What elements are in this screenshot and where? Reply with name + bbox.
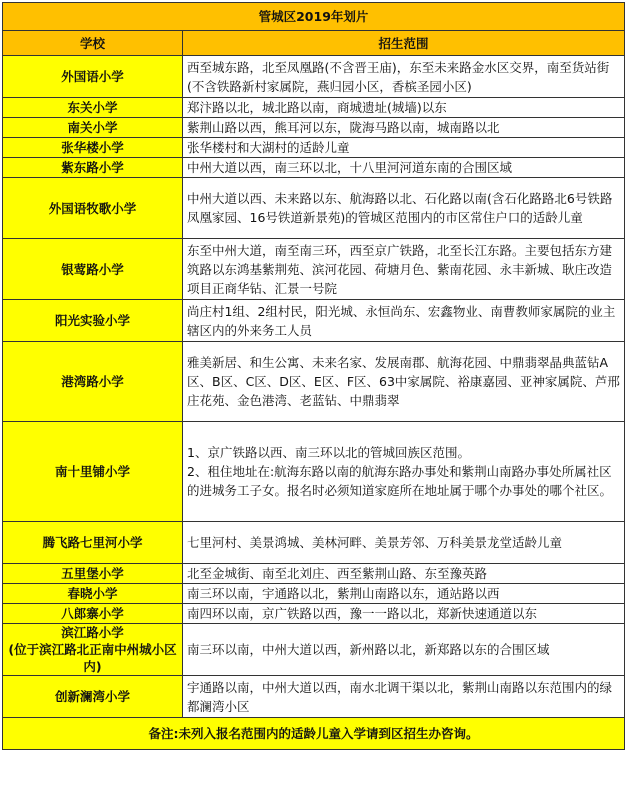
school-name-text: 南关小学 bbox=[67, 120, 118, 135]
school-name bbox=[3, 522, 183, 564]
school-name-text: 阳光实验小学 bbox=[54, 313, 130, 328]
school-name-text: 东关小学 bbox=[67, 100, 118, 115]
enrollment-range: 中州大道以西、未来路以东、航海路以北、石化路以南(含石化路路北6号铁路凤凰家园、16号铁道新景苑)的管城区范围内的市区常住户口的适龄儿童 bbox=[183, 178, 625, 239]
enrollment-range: 尚庄村1组、2组村民，阳光城、永恒尚东、宏鑫物业、南曹教师家属院的业主辖区内的外来务工人员 bbox=[183, 300, 625, 342]
enrollment-range: 紫荆山路以西，熊耳河以东，陇海马路以南，城南路以北 bbox=[183, 118, 625, 138]
school-name-text: 滨江路小学 bbox=[61, 625, 124, 640]
enrollment-range: 雅美新居、和生公寓、未来名家、发展南郡、航海花园、中鼎翡翠晶典蓝钻A区、B区、C区、D区、E区、F区、63中家属院、裕康嘉园、亚神家属院、芦邢庄花苑、金色港湾、老蓝钻、中鼎翡翠 bbox=[183, 342, 625, 422]
enrollment-range: 1、京广铁路以西、南三环以北的管城回族区范围。 2、租住地址在:航海东路以南的航海东路办事处和紫荆山南路办事处所属社区的进城务工子女。报名时必须知道家庭所在地址属于哪个办事处的哪个社区。 bbox=[183, 422, 625, 522]
enrollment-range: 南三环以南，中州大道以西，新州路以北，新郑路以东的合围区域 bbox=[183, 624, 625, 676]
enrollment-range: 七里河村、美景鸿城、美林河畔、美景芳邻、万科美景龙堂适龄儿童 bbox=[183, 522, 625, 564]
school-name bbox=[3, 98, 183, 118]
school-name bbox=[3, 239, 183, 300]
table-title: 管城区2019年划片 bbox=[3, 3, 625, 31]
school-name-text: 银莺路小学 bbox=[61, 261, 124, 277]
school-name-text: 紫东路小学 bbox=[61, 160, 124, 175]
school-name bbox=[3, 138, 183, 158]
enrollment-range: 宇通路以南，中州大道以西，南水北调干渠以北，紫荆山南路以东范围内的绿都澜湾小区 bbox=[183, 676, 625, 718]
table-row bbox=[3, 56, 625, 98]
school-name-text: 创新澜湾小学 bbox=[54, 689, 130, 704]
header-row bbox=[3, 31, 625, 56]
enrollment-range: 北至金城街、南至北刘庄、西至紫荆山路、东至豫英路 bbox=[183, 564, 625, 584]
school-name bbox=[3, 676, 183, 718]
school-name-text: 春晓小学 bbox=[67, 586, 118, 601]
school-name-text: 外国语小学 bbox=[61, 69, 124, 84]
table-row bbox=[3, 342, 625, 422]
table-row bbox=[3, 118, 625, 138]
enrollment-range: 中州大道以西，南三环以北，十八里河河道东南的合围区域 bbox=[183, 158, 625, 178]
school-name bbox=[3, 604, 183, 624]
enrollment-table bbox=[2, 2, 625, 750]
table-row bbox=[3, 522, 625, 564]
header-school: 学校 bbox=[3, 31, 183, 56]
school-name bbox=[3, 584, 183, 604]
school-name-text: 南十里铺小学 bbox=[54, 464, 130, 479]
school-name bbox=[3, 342, 183, 422]
school-name bbox=[3, 56, 183, 98]
school-name bbox=[3, 422, 183, 522]
enrollment-range: 郑汴路以北，城北路以南，商城遗址(城墙)以东 bbox=[183, 98, 625, 118]
school-name bbox=[3, 178, 183, 239]
table-row bbox=[3, 138, 625, 158]
table-row bbox=[3, 624, 625, 676]
school-name bbox=[3, 158, 183, 178]
school-name bbox=[3, 624, 183, 676]
table-row bbox=[3, 178, 625, 239]
enrollment-range: 南三环以南，宇通路以北，紫荆山南路以东，通站路以西 bbox=[183, 584, 625, 604]
table-row bbox=[3, 158, 625, 178]
table-row bbox=[3, 98, 625, 118]
school-location-note: (位于滨江路北正南中州城小区内) bbox=[8, 642, 177, 674]
school-name bbox=[3, 300, 183, 342]
enrollment-range: 张华楼村和大湖村的适龄儿童 bbox=[183, 138, 625, 158]
enrollment-range: 西至城东路，北至凤凰路(不含晋王庙)，东至未来路金水区交界，南至货站街(不含铁路新村家属院，燕归园小区，香槟圣园小区) bbox=[183, 56, 625, 98]
enrollment-range: 南四环以南，京广铁路以西，豫一一路以北，郑新快速通道以东 bbox=[183, 604, 625, 624]
school-name bbox=[3, 118, 183, 138]
table-row bbox=[3, 676, 625, 718]
footnote: 备注:未列入报名范围内的适龄儿童入学请到区招生办咨询。 bbox=[3, 718, 625, 750]
school-name-text: 张华楼小学 bbox=[61, 140, 124, 155]
title-row bbox=[3, 3, 625, 31]
table-row bbox=[3, 239, 625, 300]
school-name bbox=[3, 564, 183, 584]
table-row bbox=[3, 300, 625, 342]
header-range: 招生范围 bbox=[183, 31, 625, 56]
school-name-text: 五里堡小学 bbox=[61, 566, 124, 581]
note-row bbox=[3, 718, 625, 750]
table-row bbox=[3, 422, 625, 522]
school-name-text: 腾飞路七里河小学 bbox=[42, 535, 143, 550]
school-name-text: 八郎寨小学 bbox=[61, 606, 124, 621]
school-name-text: 外国语牧歌小学 bbox=[48, 200, 137, 216]
table-row bbox=[3, 604, 625, 624]
table-row bbox=[3, 564, 625, 584]
school-name-text: 港湾路小学 bbox=[61, 374, 124, 389]
enrollment-range: 东至中州大道，南至南三环，西至京广铁路，北至长江东路。主要包括东方建筑路以东鸿基紫荆苑、滨河花园、荷塘月色、紫南花园、永丰新城、耿庄改造项目正商华钻、汇景一号院 bbox=[183, 239, 625, 300]
table-row bbox=[3, 584, 625, 604]
